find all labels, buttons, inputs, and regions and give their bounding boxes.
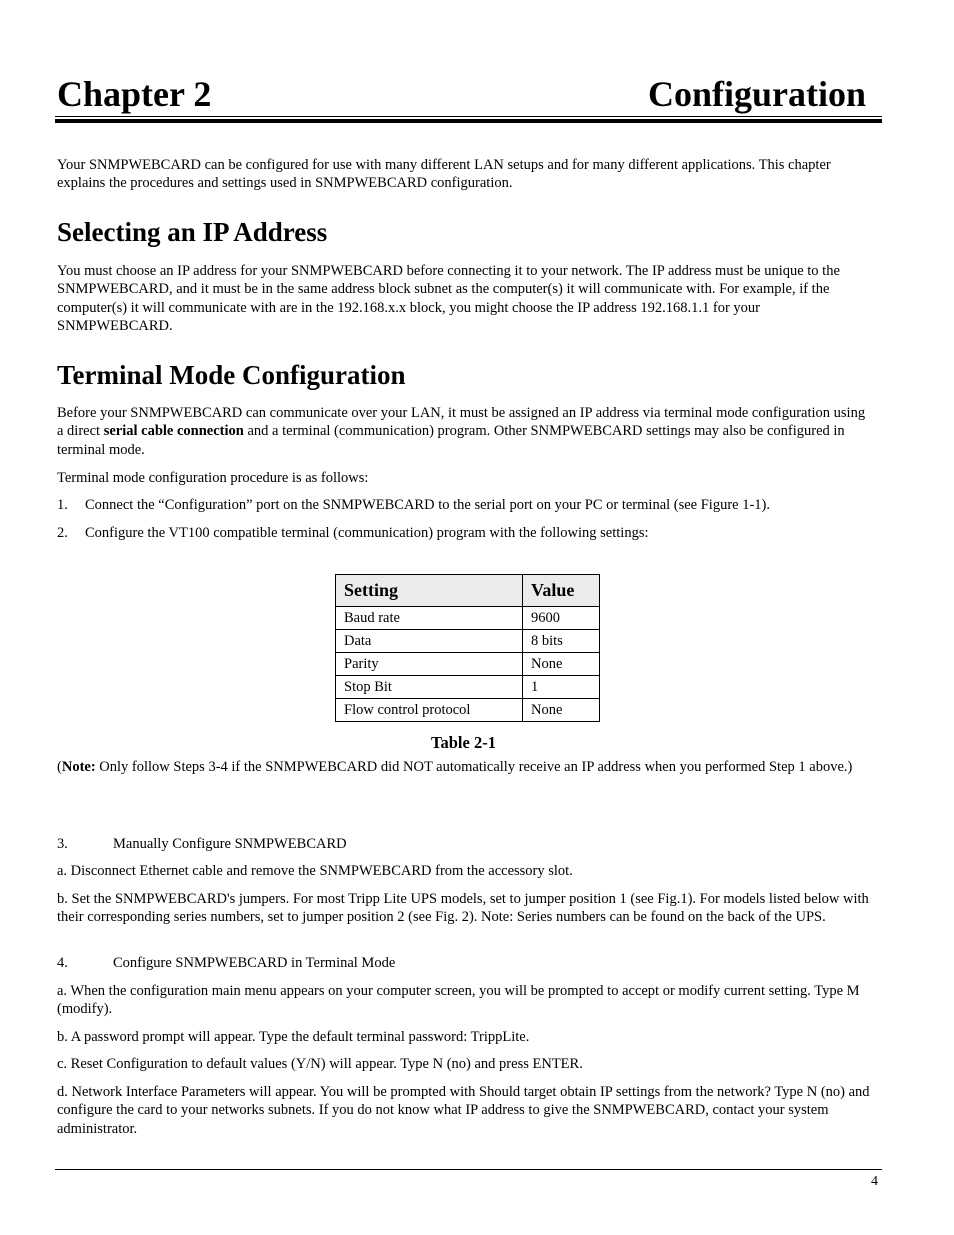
step-3-title: Manually Configure SNMPWEBCARD — [113, 836, 347, 852]
table-caption: Table 2-1 — [431, 733, 496, 752]
note-label: Note: — [61, 759, 96, 775]
table-cell-value: None — [523, 699, 600, 722]
header-rule-thick — [55, 119, 882, 123]
footer-rule — [55, 1169, 882, 1170]
step-2-number: 2. — [57, 525, 68, 541]
step-3a: a. Disconnect Ethernet cable and remove the SNMPWEBCARD from the accessory slot. — [57, 863, 573, 879]
table-row — [336, 676, 600, 699]
step-3-number: 3. — [57, 836, 68, 852]
procedure-intro: Terminal mode configuration procedure is as follows: — [57, 470, 369, 486]
table-header-value: Value — [523, 575, 600, 607]
chapter-title: Configuration — [647, 74, 866, 114]
table-row — [336, 630, 600, 653]
intro-paragraph: Your SNMPWEBCARD can be configured for use with many different LAN setups and for many different applications. This chapter explains the procedures and settings used in SNMPWEBCARD configuration. — [57, 157, 831, 192]
step-1-number: 1. — [57, 497, 68, 513]
step-4c: c. Reset Configuration to default values (Y/N) will appear. Type N (no) and press ENTER. — [57, 1056, 583, 1072]
section-heading-ip-address: Selecting an IP Address — [57, 217, 328, 247]
table-header-setting: Setting — [336, 575, 523, 607]
table-row — [336, 699, 600, 722]
table-row — [336, 653, 600, 676]
bold-phrase: serial cable connection — [103, 423, 244, 440]
step-4a: a. When the configuration main menu appears on your computer screen, you will be prompted to accept or modify current setting. Type M (modify). — [57, 983, 860, 1018]
step-2-text: Configure the VT100 compatible terminal (communication) program with the following settings: — [85, 525, 649, 541]
step-3b: b. Set the SNMPWEBCARD's jumpers. For most Tripp Lite UPS models, set to jumper position 1 (see Fig.1). For models listed below with their corresponding series numbers, set to jumper position 2 (see Fig. 2). Note: Series numbers can be found on the back of the UPS. — [57, 891, 869, 926]
settings-table — [335, 574, 600, 722]
table-cell-setting: Parity — [336, 653, 523, 676]
chapter-header — [57, 72, 880, 116]
step-4d: d. Network Interface Parameters will appear. You will be prompted with Should target obtain IP settings from the network? Type N (no) and configure the card to your networks subnets. If you do not know what IP address to give the SNMPWEBCARD, contact your system administrator. — [57, 1084, 870, 1137]
table-row — [336, 607, 600, 630]
section-heading-terminal-mode: Terminal Mode Configuration — [57, 360, 406, 390]
table-cell-setting: Data — [336, 630, 523, 653]
step-4b: b. A password prompt will appear. Type the default terminal password: TrippLite. — [57, 1029, 530, 1045]
ip-address-paragraph: You must choose an IP address for your SNMPWEBCARD before connecting it to your network. The IP address must be unique to the SNMPWEBCARD, and it must be in the same address block subnet as the computer(s) it will communicate with. For example, if the computer(s) it will communicate with are in the 192.168.x.x block, you might choose the IP address 192.168.1.1 for your SNMPWEBCARD. — [57, 263, 840, 334]
note-paragraph: (Note: Only follow Steps 3-4 if the SNMPWEBCARD did NOT automatically receive an IP address when you performed Step 1 above.) — [57, 759, 853, 775]
table-cell-setting: Stop Bit — [336, 676, 523, 699]
table-cell-value: 8 bits — [523, 630, 600, 653]
step-4-title: Configure SNMPWEBCARD in Terminal Mode — [113, 955, 396, 971]
table-cell-setting: Baud rate — [336, 607, 523, 630]
table-cell-value: None — [523, 653, 600, 676]
table-cell-value: 1 — [523, 676, 600, 699]
table-header-row — [336, 575, 600, 607]
step-1-text: Connect the “Configuration” port on the SNMPWEBCARD to the serial port on your PC or terminal (see Figure 1-1). — [85, 497, 771, 513]
terminal-mode-paragraph: Before your SNMPWEBCARD can communicate over your LAN, it must be assigned an IP address via terminal mode configuration using a direct serial cable connection and a terminal (communication) program. Other SNMPWEBCARD settings may also be configured in terminal mode. — [57, 405, 866, 458]
header-rule-thin — [55, 116, 882, 117]
chapter-number: Chapter 2 — [57, 74, 212, 114]
page-number: 4 — [871, 1174, 878, 1189]
table-cell-value: 9600 — [523, 607, 600, 630]
table-cell-setting: Flow control protocol — [336, 699, 523, 722]
step-4-number: 4. — [57, 955, 68, 971]
